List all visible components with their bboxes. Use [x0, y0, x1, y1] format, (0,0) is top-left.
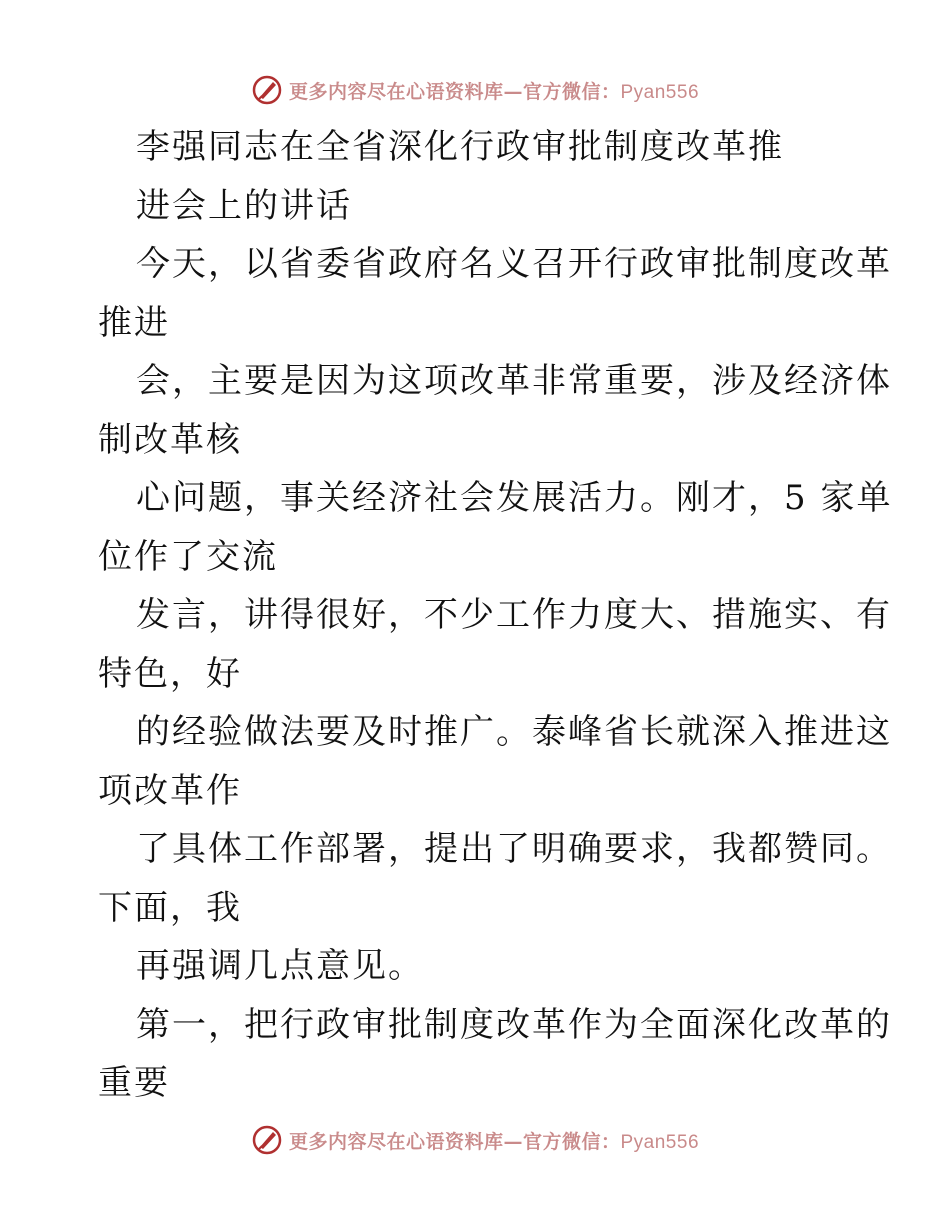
text-line: 今天，以省委省政府名义召开行政审批制度改革 [136, 244, 892, 284]
text-line: 项改革作 [98, 770, 242, 811]
text-line: 李强同志在全省深化行政审批制度改革推 [136, 127, 784, 167]
text-line: 会，主要是因为这项改革非常重要，涉及经济体 [136, 361, 892, 401]
text-line: 第一，把行政审批制度改革作为全面深化改革的 [136, 1004, 892, 1045]
text-line: 再强调几点意见。 [136, 946, 424, 986]
text-line: 进会上的讲话 [136, 185, 352, 226]
text-line: 重要 [98, 1063, 170, 1103]
document-body [98, 118, 893, 1113]
text-line: 制改革核 [98, 419, 242, 460]
watermark-text: 更多内容尽在心语资料库—官方微信：Pyan556 [288, 1130, 700, 1153]
header-watermark [0, 70, 950, 110]
text-line: 心问题，事关经济社会发展活力。刚才，5 家单 [136, 478, 893, 518]
text-line: 位作了交流 [98, 536, 278, 577]
text-line: 推进 [98, 302, 170, 343]
footer-watermark [0, 1120, 950, 1160]
text-line: 的经验做法要及时推广。泰峰省长就深入推进这 [136, 712, 892, 752]
watermark-text: 更多内容尽在心语资料库—官方微信：Pyan556 [288, 80, 700, 103]
text-line: 了具体工作部署，提出了明确要求，我都赞同。 [136, 829, 892, 869]
quill-pen-icon [251, 74, 283, 106]
text-line: 发言，讲得很好，不少工作力度大、措施实、有 [136, 595, 892, 635]
text-line: 下面，我 [98, 887, 242, 928]
quill-pen-icon [251, 1124, 283, 1156]
text-line: 特色，好 [98, 653, 242, 694]
